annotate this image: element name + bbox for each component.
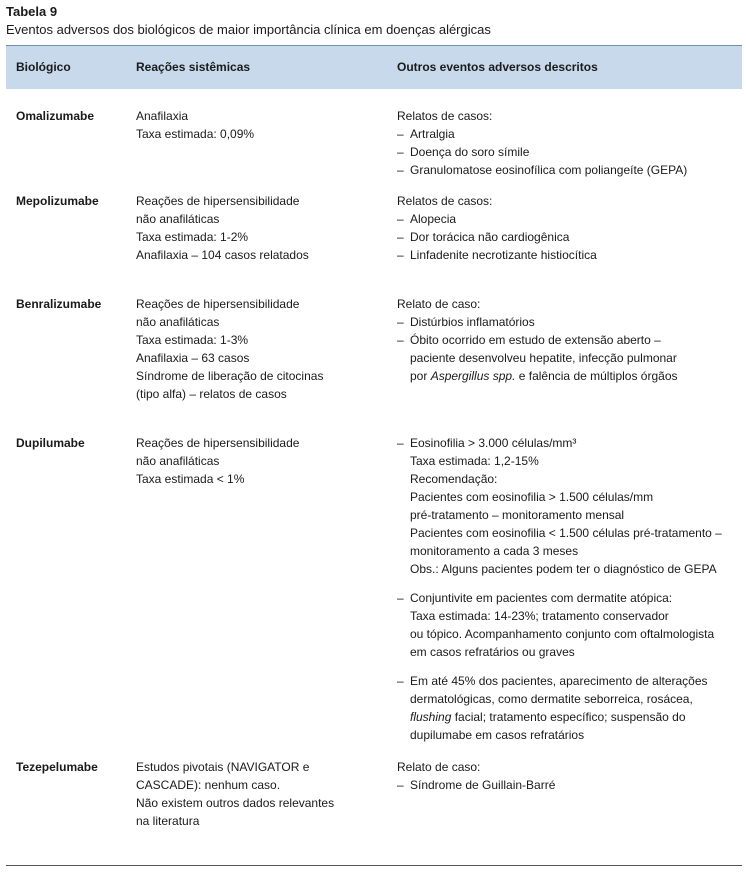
systemic-line: Reações de hipersensibilidade [136,436,300,450]
systemic-line: não anafiláticas [136,315,220,329]
other-intro: Relato de caso: [397,297,481,311]
other-events [397,434,742,744]
item-line: Pacientes com eosinofilia > 1.500 células/mm [410,490,654,504]
other-events [397,107,742,179]
item-line: paciente desenvolveu hepatite, infecção pulmonar [410,351,677,365]
text-fragment: por [410,369,431,383]
item-line [410,367,742,385]
item-line: Pacientes com eosinofilia < 1.500 células pré-tratamento – [410,526,722,540]
item-line: Em até 45% dos pacientes, aparecimento de alterações [410,674,708,688]
list-item [397,589,742,661]
dash-bullet: – [397,145,404,159]
systemic-reactions [136,192,366,264]
item-line: dermatológicas, como dermatite seborreica, rosácea, [410,692,693,706]
biologic-name: Omalizumabe [16,109,95,123]
list-item [397,331,742,385]
dash-bullet: – [397,436,404,450]
list-item [397,143,742,161]
dash-bullet: – [397,333,404,347]
systemic-line: Taxa estimada: 1-3% [136,333,249,347]
systemic-line: Reações de hipersensibilidade [136,194,300,208]
dash-bullet: – [397,163,404,177]
biologic-name: Tezepelumabe [16,760,98,774]
item-line: Distúrbios inflamatórios [410,315,535,329]
other-intro: Relato de caso: [397,760,481,774]
systemic-line: Anafilaxia [136,109,189,123]
systemic-line: não anafiláticas [136,454,220,468]
item-line: ou tópico. Acompanhamento conjunto com oftalmologista [410,627,715,641]
item-line: Taxa estimada: 1,2-15% [410,454,539,468]
systemic-line: CASCADE): nenhum caso. [136,778,281,792]
item-line: em casos refratários ou graves [410,645,575,659]
list-item [397,125,742,143]
dash-bullet: – [397,591,404,605]
systemic-line: Taxa estimada: 1-2% [136,230,249,244]
item-line: Recomendação: [410,472,498,486]
systemic-line: Não existem outros dados relevantes [136,796,335,810]
header-reacoes-sistemicas: Reações sistêmicas [136,60,251,74]
flushing-italic: flushing [410,710,452,724]
list-item [397,672,742,744]
item-line: Linfadenite necrotizante histiocítica [410,248,597,262]
item-line: Óbito ocorrido em estudo de extensão aberto – [410,333,661,347]
item-line: Síndrome de Guillain-Barré [410,778,556,792]
text-fragment: facial; tratamento específico; suspensão do [451,710,686,724]
systemic-line: na literatura [136,814,200,828]
text-fragment: e falência de múltiplos órgãos [515,369,678,383]
table-title: Tabela 9 [6,4,58,19]
other-events [397,295,742,385]
list-item [397,228,742,246]
biologic-name: Benralizumabe [16,297,102,311]
list-item [397,161,742,179]
table-bottom-rule [6,865,742,866]
item-line: monitoramento a cada 3 meses [410,544,579,558]
item-line: Alopecia [410,212,457,226]
systemic-line: Síndrome de liberação de citocinas [136,369,324,383]
item-line: Obs.: Alguns pacientes podem ter o diagnóstico de GEPA [410,562,717,576]
list-item [397,434,742,578]
other-events [397,192,742,264]
item-line: dupilumabe em casos refratários [410,728,585,742]
systemic-reactions [136,107,366,143]
dash-bullet: – [397,778,404,792]
systemic-reactions [136,295,366,403]
item-line: Eosinofilia > 3.000 células/mm³ [410,436,577,450]
list-item [397,776,742,794]
other-intro: Relatos de casos: [397,194,493,208]
item-line [410,708,742,726]
table-subtitle: Eventos adversos dos biológicos de maior importância clínica em doenças alérgicas [6,22,491,37]
aspergillus-italic: Aspergillus spp. [430,369,516,383]
header-biologico: Biológico [16,60,71,74]
list-item [397,313,742,331]
systemic-line: (tipo alfa) – relatos de casos [136,387,287,401]
biologic-name: Dupilumabe [16,436,85,450]
dash-bullet: – [397,230,404,244]
systemic-line: Reações de hipersensibilidade [136,297,300,311]
list-item [397,246,742,264]
header-outros-eventos: Outros eventos adversos descritos [397,60,598,74]
dash-bullet: – [397,674,404,688]
systemic-line: Anafilaxia – 104 casos relatados [136,248,309,262]
systemic-line: Anafilaxia – 63 casos [136,351,250,365]
dash-bullet: – [397,212,404,226]
item-line: Conjuntivite em pacientes com dermatite atópica: [410,591,673,605]
table-header [6,45,742,89]
dash-bullet: – [397,127,404,141]
item-line: Artralgia [410,127,455,141]
item-line: Dor torácica não cardiogênica [410,230,570,244]
list-item [397,210,742,228]
item-line: Taxa estimada: 14-23%; tratamento conservador [410,609,669,623]
other-events [397,758,742,794]
item-line: Doença do soro símile [410,145,530,159]
systemic-line: não anafiláticas [136,212,220,226]
systemic-reactions [136,758,366,830]
dash-bullet: – [397,248,404,262]
other-intro: Relatos de casos: [397,109,493,123]
systemic-line: Taxa estimada < 1% [136,472,245,486]
dash-bullet: – [397,315,404,329]
systemic-line: Taxa estimada: 0,09% [136,127,255,141]
systemic-line: Estudos pivotais (NAVIGATOR e [136,760,310,774]
item-line: Granulomatose eosinofílica com poliangeíte (GEPA) [410,163,688,177]
biologic-name: Mepolizumabe [16,194,99,208]
systemic-reactions [136,434,366,488]
item-line: pré-tratamento – monitoramento mensal [410,508,625,522]
